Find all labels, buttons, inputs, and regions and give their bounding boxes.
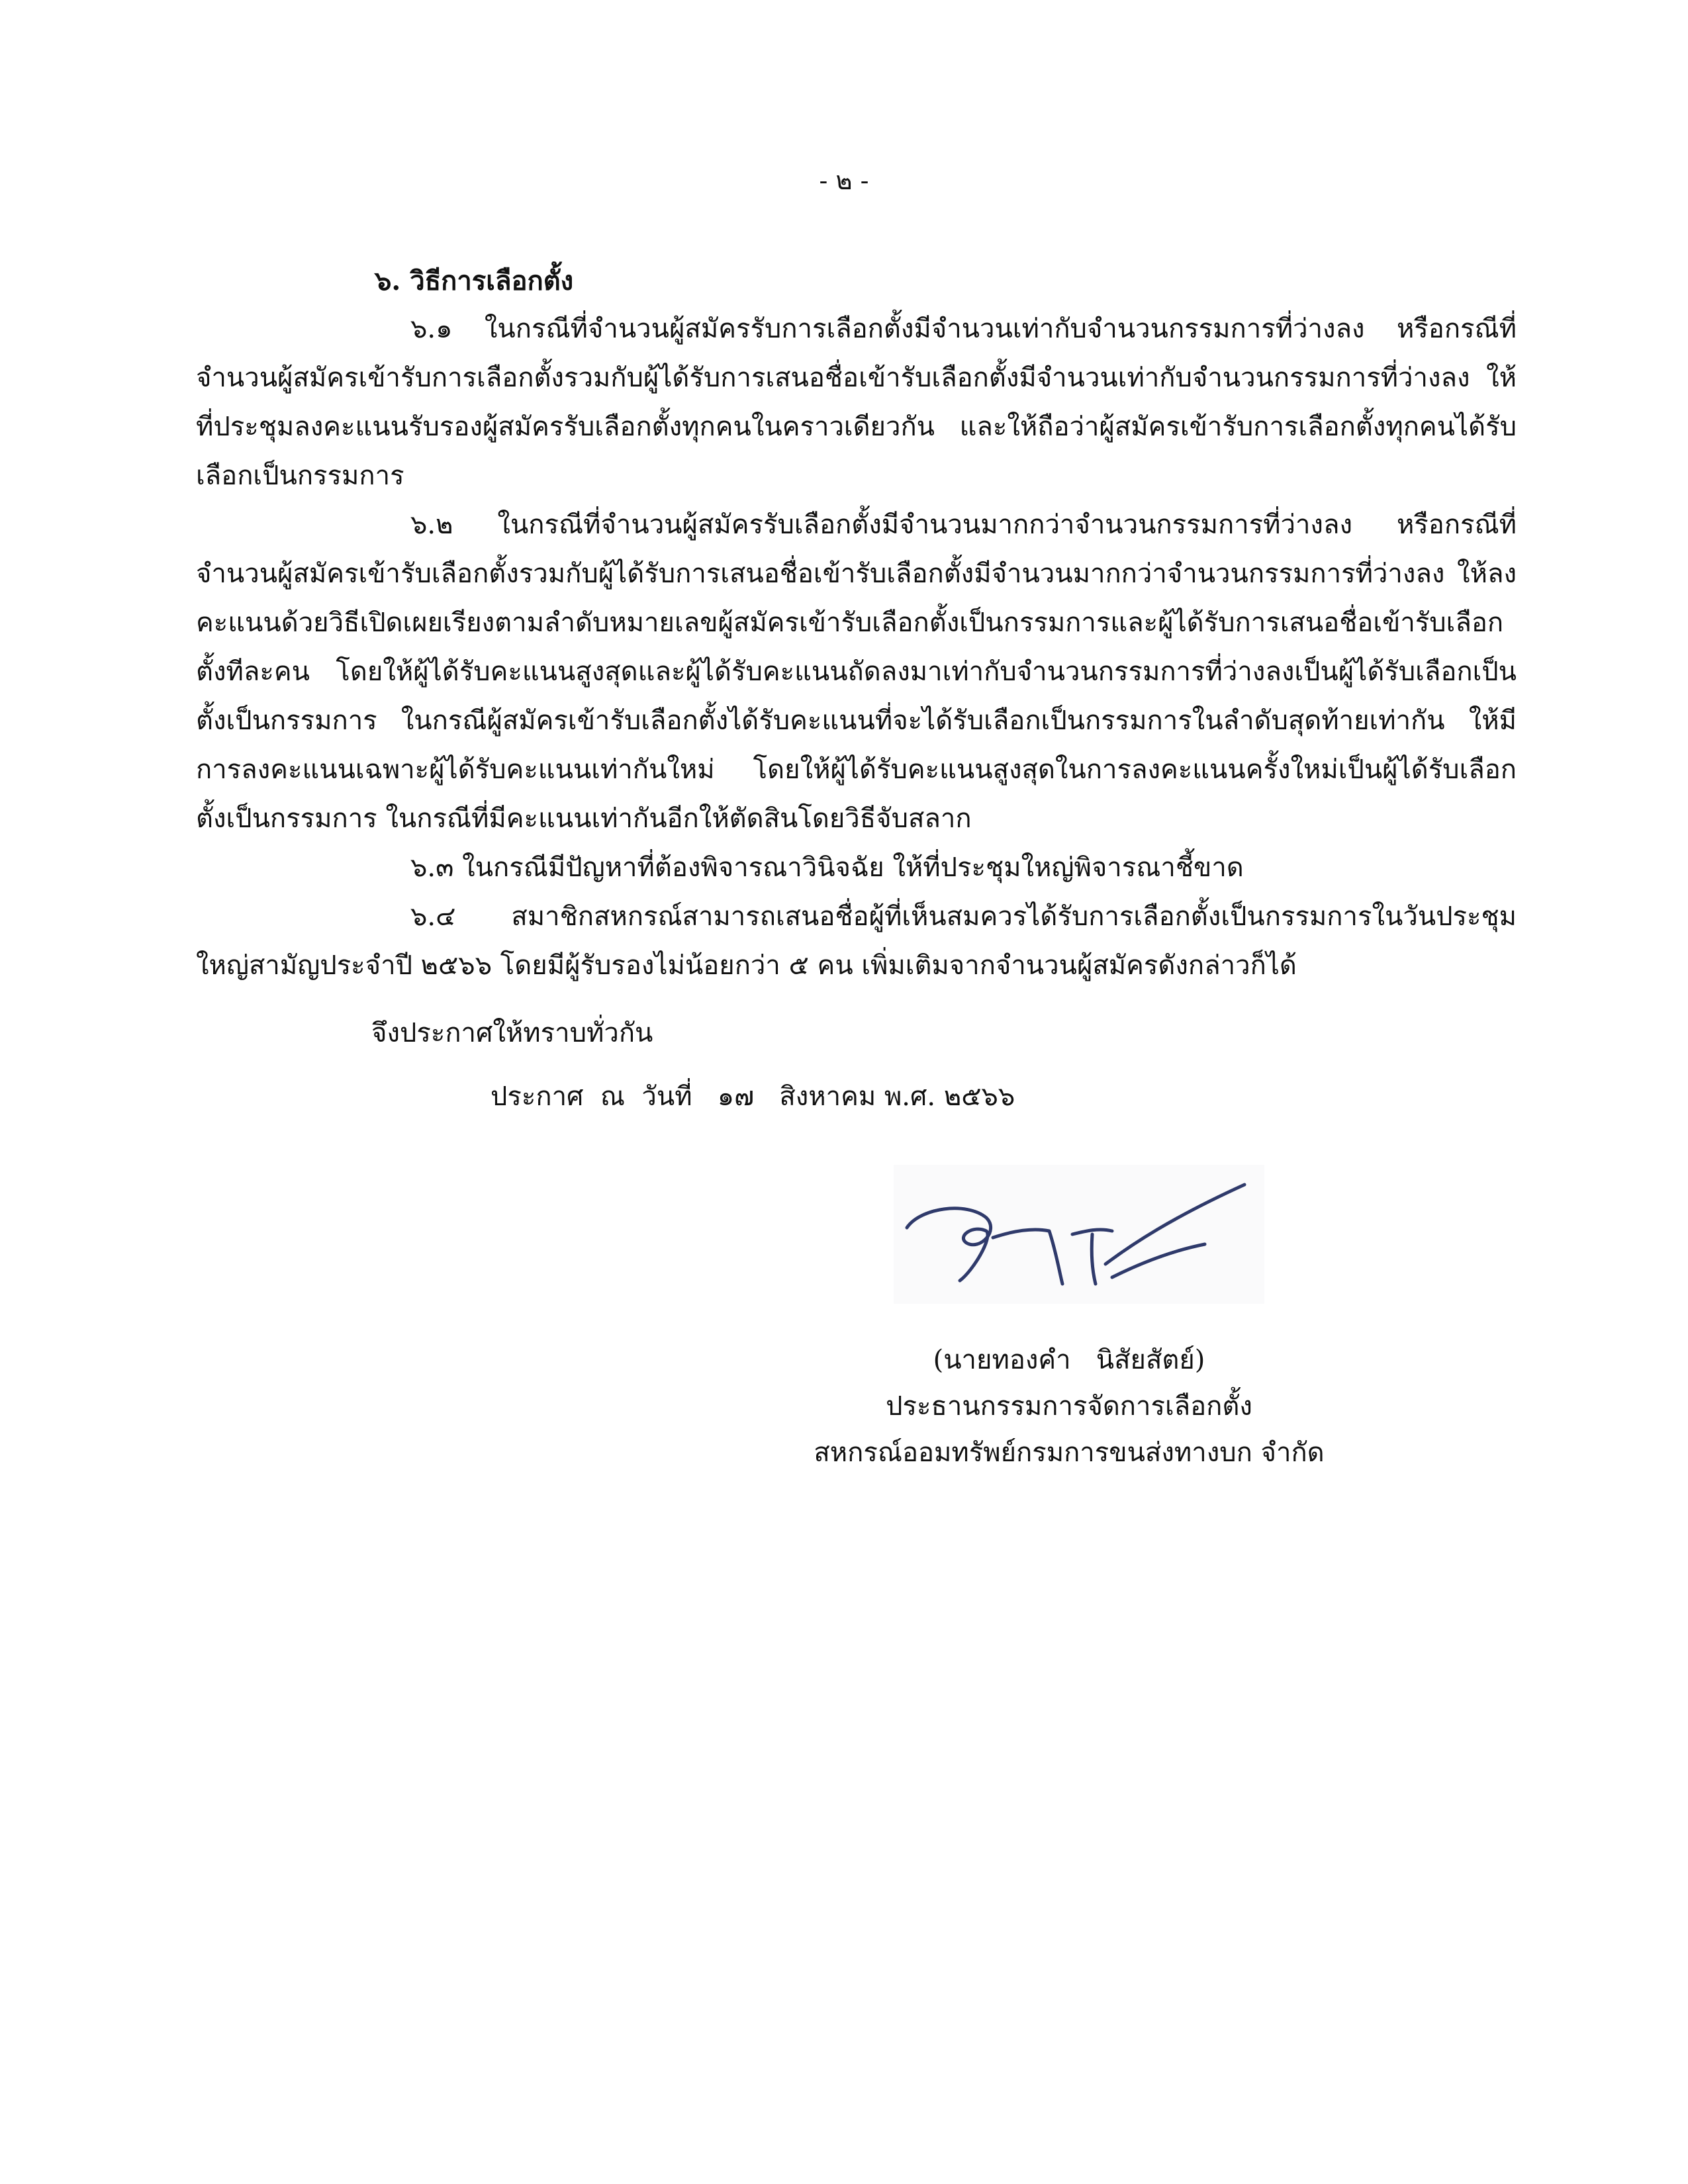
signatory-organization: สหกรณ์ออมทรัพย์กรมการขนส่งทางบก จำกัด	[814, 1437, 1325, 1468]
paragraph-6-3: ๖.๓ ในกรณีมีปัญหาที่ต้องพิจารณาวินิจฉัย ให้ที่ประชุมใหญ่พิจารณาชี้ขาด	[410, 852, 1244, 883]
closing-statement: จึงประกาศให้ทราบทั่วกัน	[371, 1018, 653, 1048]
signatory-position: ประธานกรรมการจัดการเลือกตั้ง	[886, 1391, 1252, 1422]
section-heading: ๖. วิธีการเลือกตั้ง	[375, 265, 574, 296]
paragraph-6-1: ๖.๑ ในกรณีที่จำนวนผู้สมัครรับการเลือกตั้งมีจำนวนเท่ากับจำนวนกรรมการที่ว่างลง หรือกรณีที่จำนวนผู้สมัครเข้ารับการเลือกตั้งรวมกับผู้ได้รับการเสนอชื่อเข้ารับเลือกตั้งมีจำนวนเท่ากับจำนวนกรรมการที่ว่างลง ให้ที่ประชุมลงคะแนนรับรองผู้สมัครรับเลือกตั้งทุกคนในคราวเดียวกัน และให้ถือว่าผู้สมัครเข้ารับการเลือกตั้งทุกคนได้รับเลือกเป็นกรรมการ	[196, 314, 1517, 491]
signatory-name: (นายทองคำ นิสัยสัตย์)	[933, 1345, 1205, 1375]
document-body	[196, 258, 1517, 1121]
signature-block	[695, 1337, 1443, 1476]
handwritten-signature	[894, 1165, 1264, 1304]
paragraph-6-4: ๖.๔ สมาชิกสหกรณ์สามารถเสนอชื่อผู้ที่เห็นสมควรได้รับการเลือกตั้งเป็นกรรมการในวันประชุมใหญ่สามัญประจำปี ๒๕๖๖ โดยมีผู้รับรองไม่น้อยกว่า ๕ คน เพิ่มเติมจากจำนวนผู้สมัครดังกล่าวก็ได้	[196, 901, 1517, 981]
page-number: - ๒ -	[819, 166, 869, 195]
paragraph-6-2: ๖.๒ ในกรณีที่จำนวนผู้สมัครรับเลือกตั้งมีจำนวนมากกว่าจำนวนกรรมการที่ว่างลง หรือกรณีที่จำนวนผู้สมัครเข้ารับเลือกตั้งรวมกับผู้ได้รับการเสนอชื่อเข้ารับเลือกตั้งมีจำนวนมากกว่าจำนวนกรรมการที่ว่างลง ให้ลงคะแนนด้วยวิธีเปิดเผยเรียงตามลำดับหมายเลขผู้สมัครเข้ารับเลือกตั้งเป็นกรรมการและผู้ได้รับการเสนอชื่อเข้ารับเลือกตั้งทีละคน โดยให้ผู้ได้รับคะแนนสูงสุดและผู้ได้รับคะแนนถัดลงมาเท่ากับจำนวนกรรมการที่ว่างลงเป็นผู้ได้รับเลือกเป็นตั้งเป็นกรรมการ ในกรณีผู้สมัครเข้ารับเลือกตั้งได้รับคะแนนที่จะได้รับเลือกเป็นกรรมการในลำดับสุดท้ายเท่ากัน ให้มีการลงคะแนนเฉพาะผู้ได้รับคะแนนเท่ากันใหม่ โดยให้ผู้ได้รับคะแนนสูงสุดในการลงคะแนนครั้งใหม่เป็นผู้ได้รับเลือกตั้งเป็นกรรมการ ในกรณีที่มีคะแนนเท่ากันอีกให้ตัดสินโดยวิธีจับสลาก	[196, 510, 1517, 834]
announcement-date: ประกาศ ณ วันที่ ๑๗ สิงหาคม พ.ศ. ๒๕๖๖	[491, 1081, 1015, 1112]
